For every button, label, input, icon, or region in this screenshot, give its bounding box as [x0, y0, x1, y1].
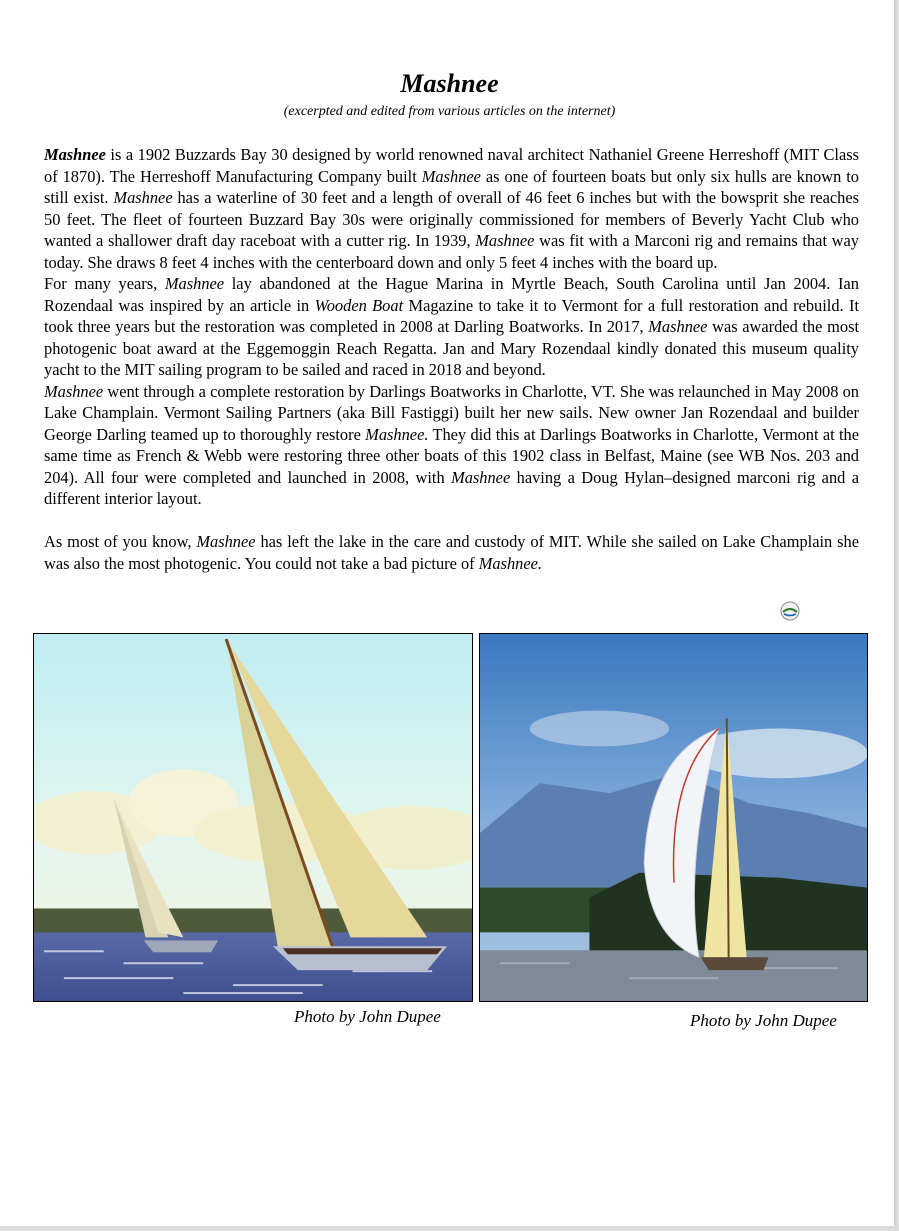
photo-caption-left: Photo by John Dupee	[294, 1007, 441, 1026]
body-text-run: having a Doug Hylan–designed marconi rig and a different interior layout.	[44, 467, 859, 508]
body-text-run: was fit with a Marconi rig and remains that way today. She draws 8 feet 4 inches with the centerboard down and only 5 feet 4 inches with the board up.	[44, 231, 859, 272]
page-edge-shadow	[894, 0, 899, 1231]
club-logo-icon	[780, 601, 800, 621]
boat-name-emphasis: Mashnee	[44, 145, 106, 164]
body-text-run: Magazine to take it to Vermont for a full restoration and rebuild. It took three years but the restoration was completed in 2008 at Darling Boatworks. In 2017,	[44, 295, 859, 336]
italic-text: Mashnee.	[365, 424, 429, 444]
body-text-run: As most of you know,	[44, 532, 197, 551]
body-text-run: lay abandoned at the Hague Marina in Myrtle Beach, South Carolina until Jan 2004. Ian Rozendaal was inspired by an article in	[44, 274, 859, 315]
paragraph-2	[44, 273, 859, 381]
italic-text: Wooden Boat	[314, 295, 404, 315]
article-body	[44, 144, 859, 574]
italic-text: Mashnee	[196, 532, 256, 551]
italic-text: Mashnee	[44, 381, 104, 401]
body-text-run: is a 1902 Buzzards Bay 30 designed by world renowned naval architect Nathaniel Greene Herreshoff (MIT Class of 1870). The Herreshoff Manufacturing Company built	[44, 145, 859, 186]
italic-text: Mashnee	[451, 467, 511, 487]
photo-two-sailboats-racing	[33, 633, 473, 1002]
paragraph-4	[44, 531, 859, 574]
page-bottom-edge	[0, 1226, 899, 1231]
italic-text: Mashnee	[475, 231, 535, 250]
body-text-run: has left the lake in the care and custody of MIT. While she sailed on Lake Champlain she was also the most photogenic. You could not take a bad picture of	[44, 532, 859, 573]
body-text-run: For many years,	[44, 274, 165, 293]
italic-text: Mashnee	[113, 188, 173, 207]
page-title: Mashnee	[400, 69, 499, 98]
body-text-run: has a waterline of 30 feet and a length of overall of 46 feet 6 inches but with the bowsprit she reaches 50 feet. The fleet of fourteen Buzzard Bay 30s were originally commissioned for members of Beverly Yacht Club who wanted a shallower draft day raceboat with a cutter rig. In 1939,	[44, 188, 859, 250]
photo-caption-right: Photo by John Dupee	[690, 1011, 837, 1030]
photo-sailboat-with-spinnaker	[479, 633, 868, 1002]
body-text-run: was awarded the most photogenic boat award at the Eggemoggin Reach Regatta. Jan and Mary Rozendaal kindly donated this museum quality yacht to the MIT sailing program to be sailed and raced in 2018 and beyond.	[44, 317, 859, 379]
italic-text: Mashnee	[164, 274, 225, 293]
paragraph-1	[44, 144, 859, 273]
page-subtitle: (excerpted and edited from various articles on the internet)	[283, 104, 616, 119]
paragraph-3	[44, 381, 859, 510]
body-text-run: went through a complete restoration by Darlings Boatworks in Charlotte, VT. She was relaunched in May 2008 on Lake Champlain. Vermont Sailing Partners (aka Bill Fastiggi) built her new sails. New owner Jan Rozendaal and builder George Darling teamed up to thoroughly restore	[44, 381, 859, 444]
italic-text: Mashnee	[421, 166, 481, 186]
body-text-run: They did this at Darlings Boatworks in Charlotte, Vermont at the same time as French & Webb were restoring three other boats of this 1902 class in Belfast, Maine (see WB Nos. 203 and 204). All four were completed and launched in 2008, with	[44, 424, 859, 487]
body-text-run: as one of fourteen boats but only six hulls are known to still exist.	[44, 166, 859, 207]
italic-text: Mashnee.	[478, 553, 542, 573]
italic-text: Mashnee	[648, 317, 708, 336]
